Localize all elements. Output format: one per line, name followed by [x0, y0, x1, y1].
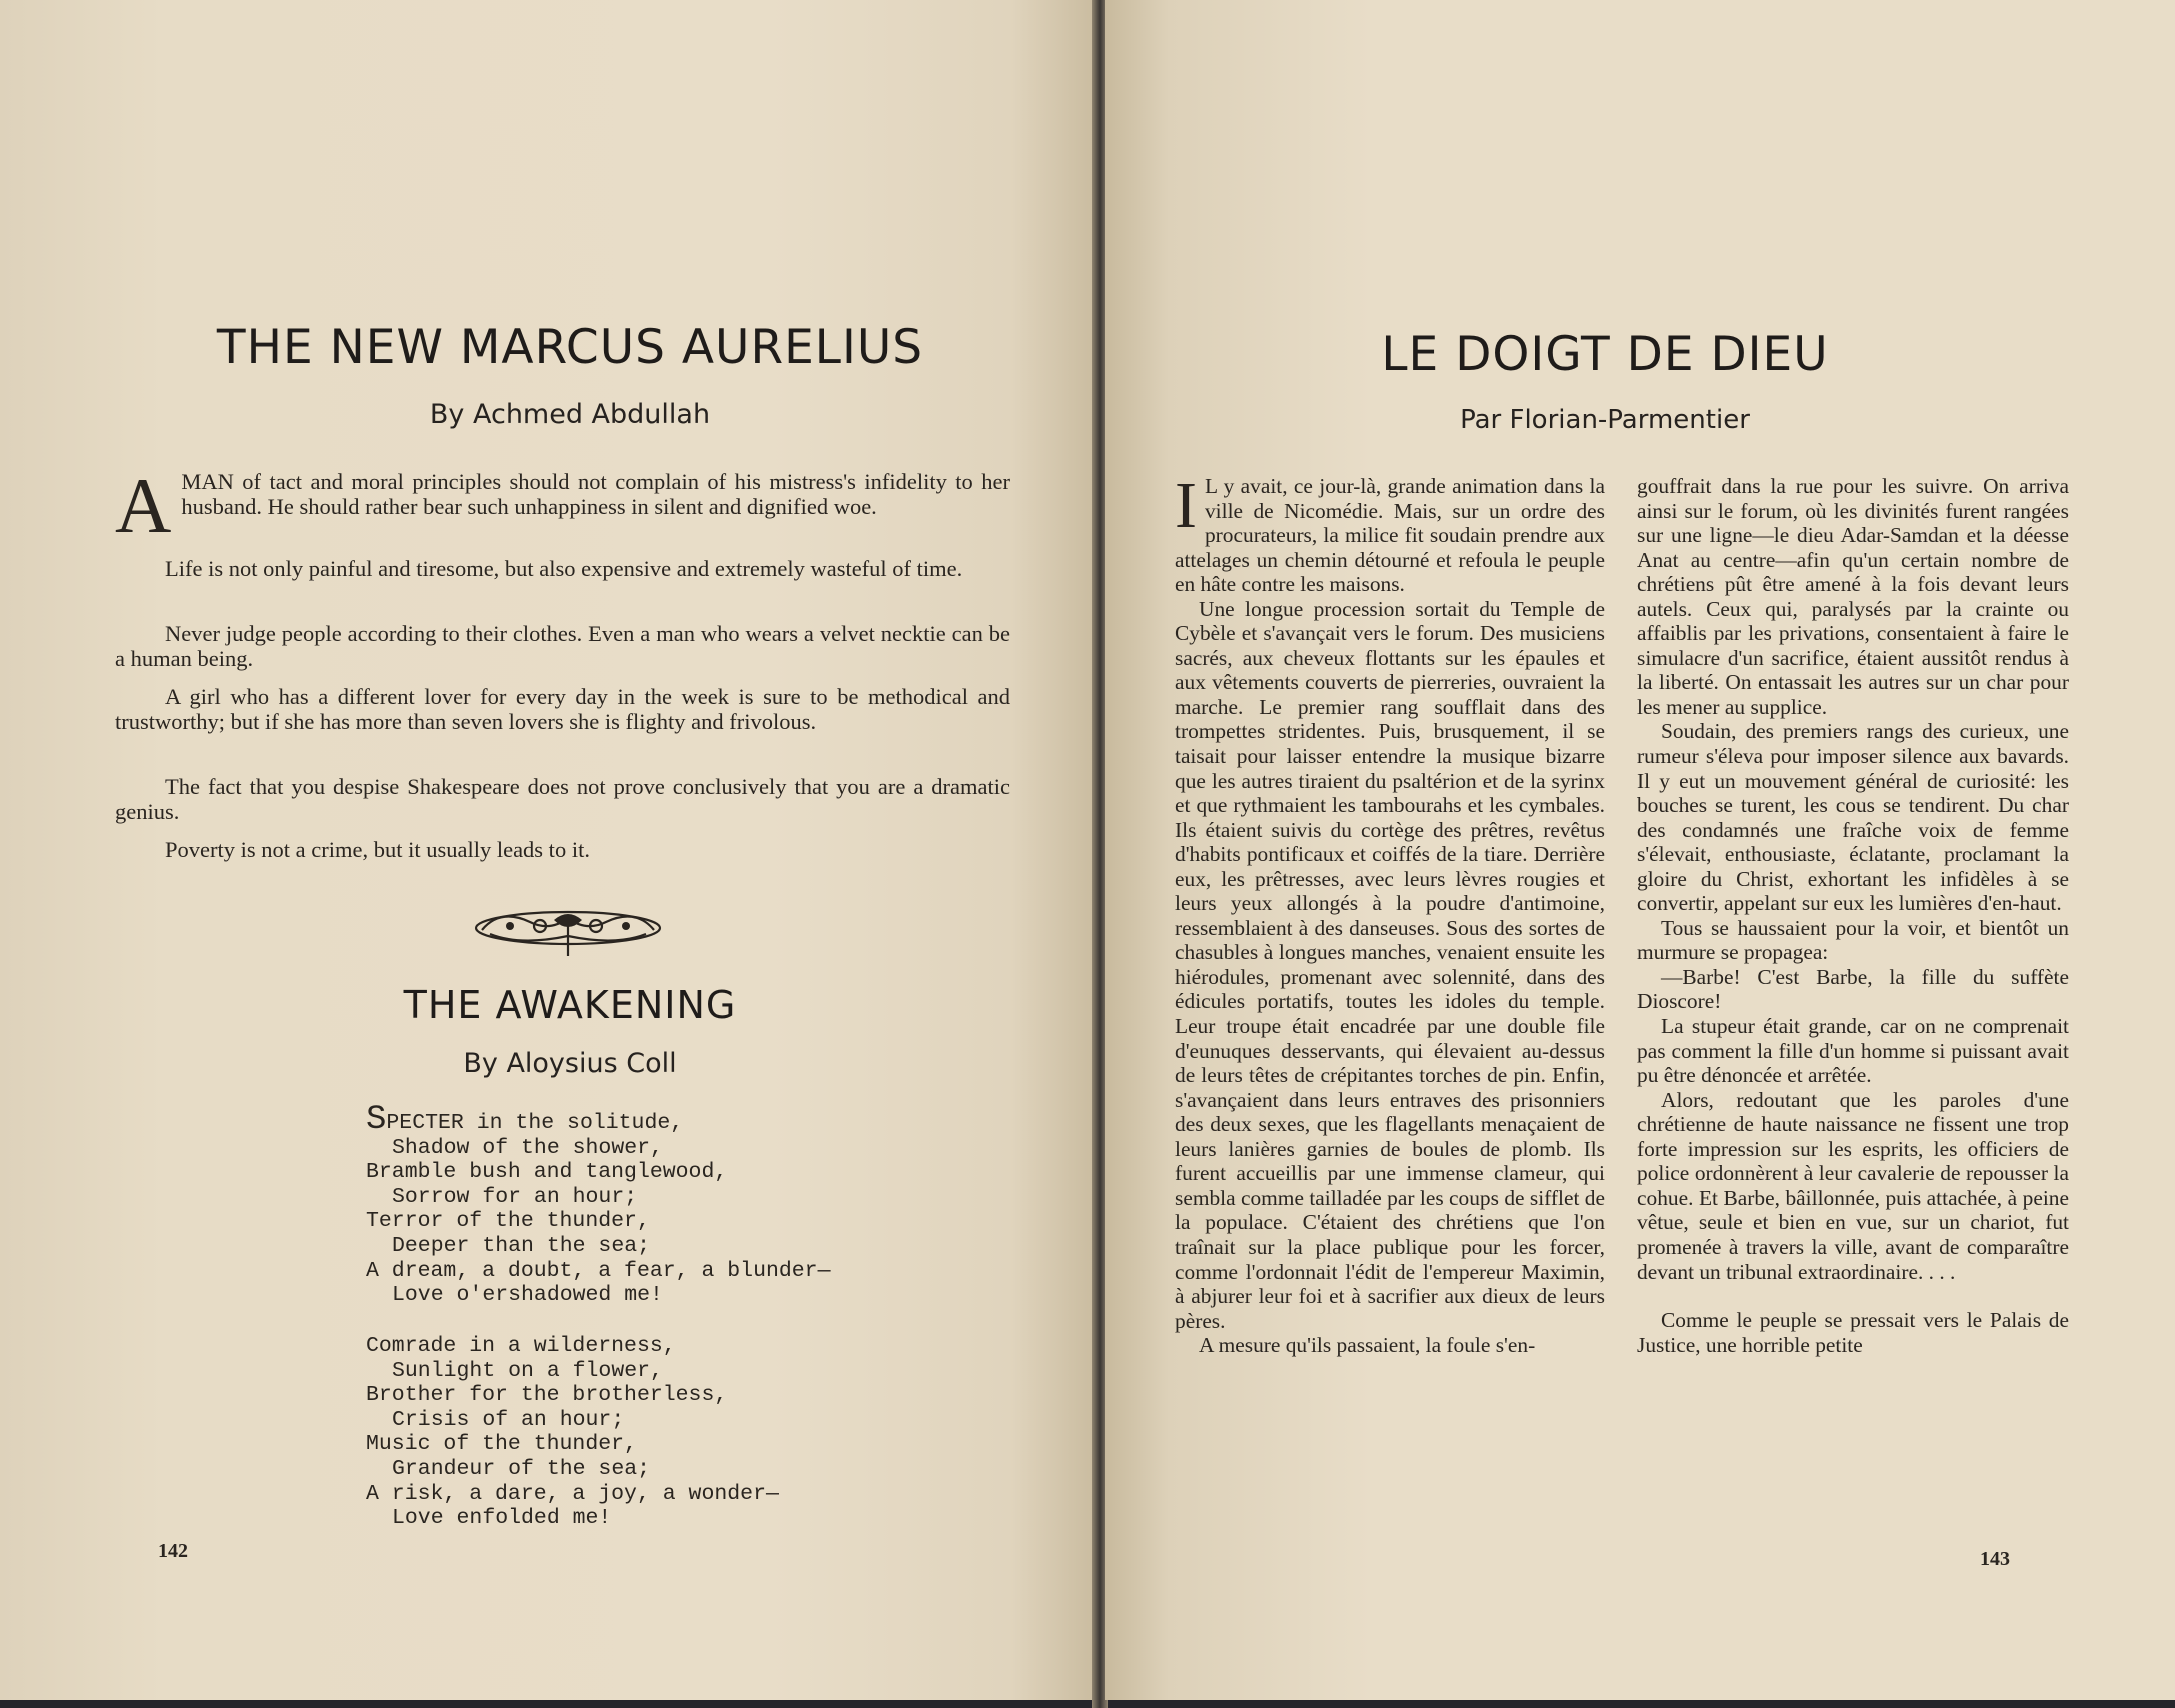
- article-title-marcus-aurelius: THE NEW MARCUS AURELIUS: [216, 320, 924, 375]
- column-2-paragraph-1: gouffrait dans la rue pour les suivre. On arriva ainsi sur le forum, où les divinités furent rangées sur une ligne—le dieu Adar-Samdan et la déesse Anat au centre—afin qu'un certain nombre de chrétiens pût être amené à la fois devant leurs autels. Ceux qui, paralysés par la crainte ou affaiblis par les privations, consentaient à faire le simulacre d'un sacrifice, étaient aussitôt rendus à la liberté. On entassait les autres sur un char pour les mener au supplice.: [1637, 474, 2069, 719]
- article-byline-florian-parmentier: Par Florian-Parmentier: [1460, 405, 1750, 435]
- paragraph-1-text: MAN of tact and moral principles should not complain of his mistress's infidelity to her husband. He should rather bear such unhappiness in silent and dignified woe.: [181, 469, 1010, 519]
- poem-line-6: Deeper than the sea;: [392, 1233, 651, 1258]
- poem-line-8: Love o'ershadowed me!: [392, 1283, 663, 1308]
- article-title-doigt-de-dieu: LE DOIGT DE DIEU: [1381, 327, 1829, 382]
- poem-drop-cap: S: [366, 1101, 387, 1139]
- poem-line-16: Love enfolded me!: [392, 1506, 612, 1531]
- page-number-left: 142: [158, 1540, 188, 1562]
- poem-line-14: Grandeur of the sea;: [392, 1456, 651, 1481]
- column-2-paragraph-5: La stupeur était grande, car on ne comprenait pas comment la fille d'un homme si puissant avait pu être dénoncée et arrêtée.: [1637, 1014, 2069, 1088]
- drop-cap: A: [115, 462, 172, 549]
- poem-line-2: Shadow of the shower,: [392, 1135, 663, 1160]
- paragraph-2: Life is not only painful and tiresome, but also expensive and extremely wasteful of time.: [165, 556, 963, 581]
- poem-line-4: Sorrow for an hour;: [392, 1184, 638, 1209]
- poem-line-9: Comrade in a wilderness,: [366, 1334, 676, 1358]
- column-1-paragraph-1: [1175, 469, 1605, 597]
- column-2-paragraph-2: Soudain, des premiers rangs des curieux, une rumeur s'éleva pour imposer silence aux bavards. Il y eut un mouvement général de curiosité: les bouches se turent, les cous se tendirent. Du char des condamnés une fraîche voix de femme s'élevait, enthousiaste, éclatante, proclamant la gloire du Christ, exhortant les infidèles à se convertir, appelant sur eux les lumières d'en-haut.: [1637, 719, 2069, 916]
- column-1-paragraph-1-text: L y avait, ce jour-là, grande animation dans la ville de Nicomédie. Mais, sur un ordre des procurateurs, la milice fit soudain prendre aux attelages un chemin détourné et refoula le peuple en hâte contre les maisons.: [1175, 474, 1605, 597]
- column-1-paragraph-2: Une longue procession sortait du Temple de Cybèle et s'avançait vers le forum. Des musiciens sacrés, aux cheveux flottants sur les épaules et aux vêtements couverts de pierreries, ouvraient la marche. Le premier rang soufflait dans des trompettes stridentes. Puis, brusquement, il se taisait pour laisser entendre la musique bizarre que les autres tiraient du psaltérion et de la syrinx et que rythmaient les tambourahs et les cymbales. Ils étaient suivis du cortège des prêtres, revêtus d'habits pontificaux et coiffés de la tiare. Derrière eux, les prêtresses, avec leurs lèvres rougies et leurs yeux allongés à la poudre d'antimoine, ressemblaient à des danseuses. Sous des sortes de chasubles à longues manches, venaient ensuite les hiérodules, promenant avec solennité, dans des édicules portatifs, toutes les idoles du temple. Leur troupe était encadrée par une double file d'eunuques desservants, qui élevaient au-dessus de leurs têtes de crépitantes torches de pin. Enfin, s'avançaient dans leurs entraves des prisonniers des deux sexes, que les flagellants menaçaient de leurs lanières garnies de boules de plomb. Ils furent accueillis par une immense clameur, qui sembla comme tailladée par les coups de sifflet de la populace. C'étaient des chrétiens que l'on traînait sur la place publique pour les forcer, comme l'ordonnait l'édit de l'empereur Maximin, à abjurer leur foi et à sacrifier aux dieux de leurs pères.: [1175, 596, 1605, 1333]
- paragraph-3: Never judge people according to their clothes. Even a man who wears a velvet necktie can be a human being.: [115, 621, 1010, 671]
- text-column-right: [1637, 474, 2069, 1357]
- column-2-paragraph-3: Tous se haussaient pour la voir, et bientôt un murmure se propagea:: [1637, 915, 2069, 965]
- poem-stanza-1: [366, 1101, 831, 1308]
- page-number-right: 143: [1980, 1548, 2010, 1570]
- column-2-paragraph-4: —Barbe! C'est Barbe, la fille du suffète Dioscore!: [1637, 964, 2069, 1014]
- poem-line-15: A risk, a dare, a joy, a wonder—: [366, 1481, 779, 1506]
- drop-cap-right: I: [1175, 469, 1197, 542]
- column-2-paragraph-6: Alors, redoutant que les paroles d'une chrétienne de haute naissance ne fissent une trop forte impression sur les esprits, les officiers de police ordonnèrent à leur cavalerie de repousser la cohue. Et Barbe, bâillonnée, puis attachée, à peine vêtue, seule et bien en vue, sur un chariot, fut promenée à travers la ville, avant de comparaître devant un tribunal extraordinaire. . . .: [1637, 1087, 2069, 1284]
- poem-line-12: Crisis of an hour;: [392, 1407, 625, 1432]
- ornament-divider: [470, 900, 666, 960]
- poem-line-10: Sunlight on a flower,: [392, 1358, 663, 1383]
- poem-line-11: Brother for the brotherless,: [366, 1383, 728, 1408]
- poem-line-1: [366, 1101, 830, 1139]
- poem-line-1-text: PECTER in the solitude,: [386, 1111, 684, 1135]
- paragraph-1: [115, 462, 1010, 549]
- right-page: [1105, 0, 2175, 1700]
- article-byline-coll: By Aloysius Coll: [463, 1048, 677, 1079]
- poem-line-13: Music of the thunder,: [366, 1432, 637, 1457]
- paragraph-4: A girl who has a different lover for every day in the week is sure to be methodical and trustworthy; but if she has more than seven lovers she is flighty and frivolous.: [115, 684, 1010, 734]
- column-2-paragraph-7: Comme le peuple se pressait vers le Palais de Justice, une horrible petite: [1637, 1308, 2069, 1357]
- article-byline-abdullah: By Achmed Abdullah: [429, 399, 711, 430]
- text-column-left: [1175, 469, 1605, 1358]
- column-1-paragraph-3: A mesure qu'ils passaient, la foule s'en-: [1199, 1333, 1536, 1358]
- poem-line-7: A dream, a doubt, a fear, a blunder—: [366, 1258, 831, 1283]
- poem-stanza-2: [366, 1334, 779, 1531]
- paragraph-6: Poverty is not a crime, but it usually leads to it.: [165, 837, 590, 862]
- paragraph-5: The fact that you despise Shakespeare does not prove conclusively that you are a dramatic genius.: [115, 774, 1010, 824]
- poem-line-5: Terror of the thunder,: [366, 1209, 650, 1234]
- article-title-awakening: THE AWAKENING: [403, 983, 737, 1027]
- poem-line-3: Bramble bush and tanglewood,: [366, 1160, 728, 1185]
